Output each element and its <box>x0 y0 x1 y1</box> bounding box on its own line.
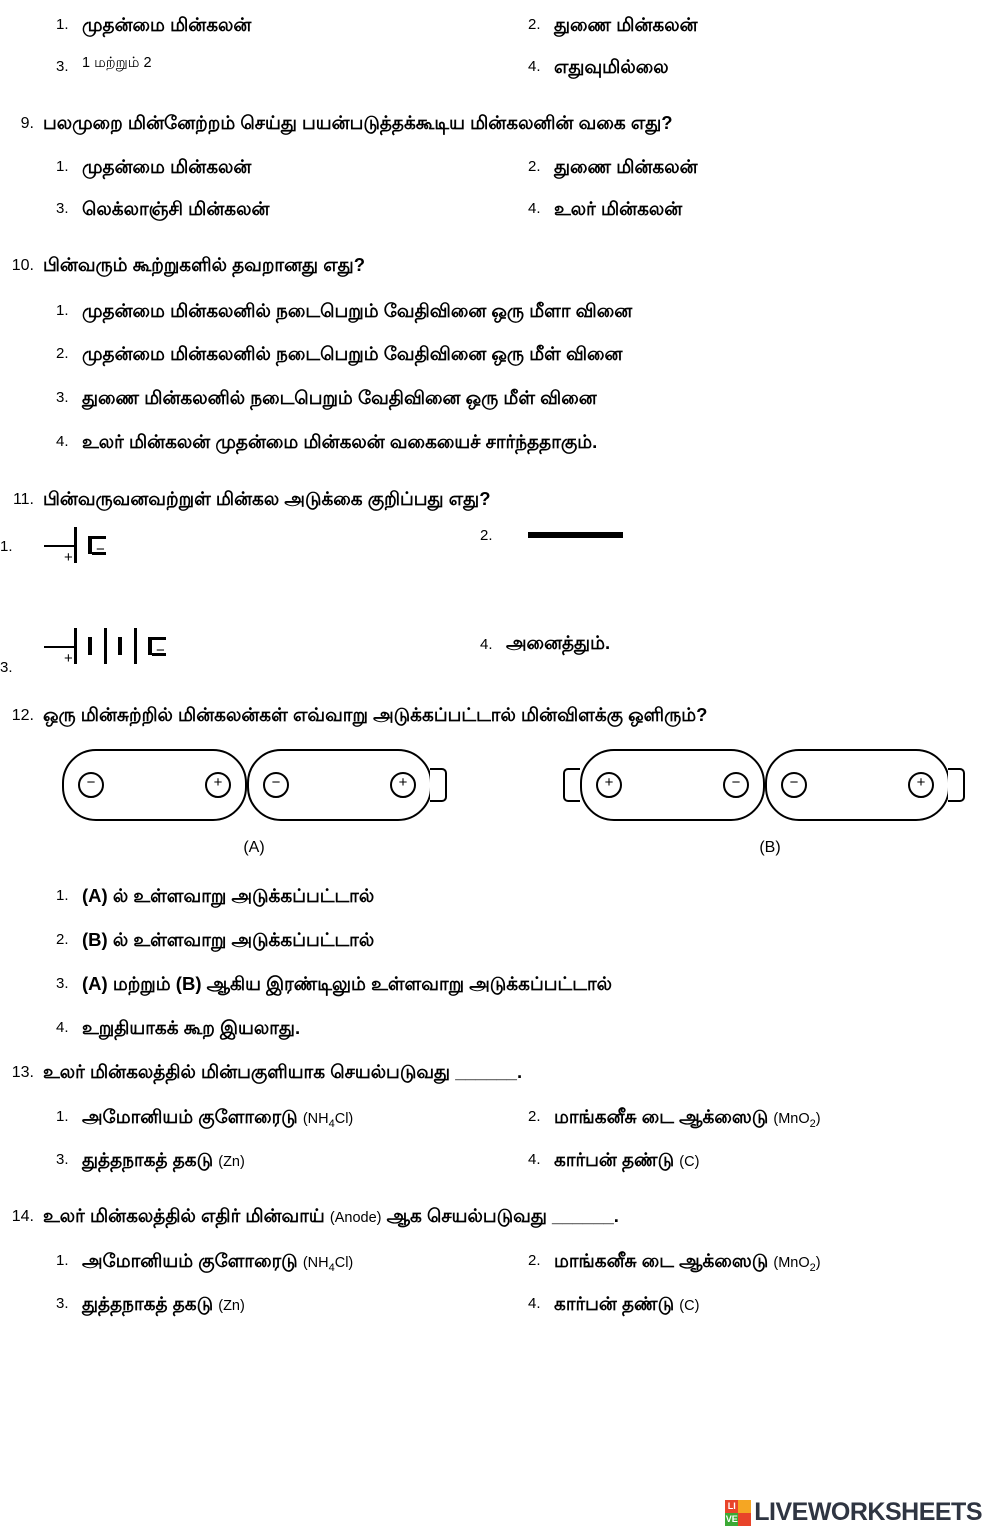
liveworksheets-wordmark: LIVEWORKSHEETS <box>754 1498 982 1526</box>
terminal-minus: − <box>263 772 289 798</box>
option-row[interactable] <box>56 1006 1000 1050</box>
question-text: பின்வருவனவற்றுள் மின்கல அடுக்கை குறிப்பது எது? <box>43 487 491 509</box>
question-9-heading <box>0 110 1000 137</box>
battery-cell <box>580 749 765 821</box>
option-row[interactable] <box>56 420 1000 464</box>
question-number: 14. <box>11 1208 34 1226</box>
option-label: (A) ல் உள்ளவாறு அடுக்கப்பட்டால் <box>82 885 375 907</box>
option-number: 3. <box>56 57 69 75</box>
question-12-heading <box>0 702 1000 729</box>
option-label: முதன்மை மின்கலன் <box>82 14 252 35</box>
option-row[interactable] <box>0 624 186 676</box>
chemical-formula: (C) <box>679 1298 700 1315</box>
question-9 <box>0 110 1000 230</box>
option-number: 2. <box>56 345 69 363</box>
option-number: 4. <box>56 1018 69 1036</box>
question-10-heading <box>0 252 1000 279</box>
battery-nub-icon <box>430 768 447 802</box>
option-row[interactable] <box>56 1096 528 1139</box>
option-number: 4. <box>528 1295 541 1313</box>
question-11 <box>0 486 1000 703</box>
thick-line-icon <box>528 532 623 538</box>
question-number: 12. <box>11 707 34 725</box>
option-label: துத்தநாகத் தகடு (Zn) <box>82 1149 245 1171</box>
anode-term: (Anode) <box>329 1210 382 1227</box>
liveworksheets-logo <box>725 1498 982 1527</box>
option-label: துத்தநாகத் தகடு (Zn) <box>82 1293 245 1315</box>
terminal-plus: + <box>205 772 231 798</box>
q13-option-grid <box>0 1096 1000 1181</box>
question-12 <box>0 702 1000 1049</box>
option-row[interactable] <box>56 1240 528 1283</box>
option-label: உறுதியாகக் கூற இயலாது. <box>82 1016 301 1038</box>
option-row[interactable] <box>56 289 1000 333</box>
option-label: உலர் மின்கலன் <box>554 198 683 220</box>
option-label: முதன்மை மின்கலனில் நடைபெறும் வேதிவினை ஒரு மீள் வினை <box>82 343 623 365</box>
option-number: 4. <box>56 432 69 450</box>
option-row[interactable] <box>0 520 146 572</box>
battery-of-cells-symbol-icon: + − <box>26 624 186 676</box>
option-number: 1. <box>56 16 69 33</box>
option-label: அமோனியம் குளோரைடு $(NH_4Cl)$ <box>82 1106 354 1130</box>
option-number: 1. <box>56 158 69 176</box>
option-number: 3. <box>56 389 69 407</box>
option-row[interactable] <box>56 46 528 88</box>
option-label: துணை மின்கலன் <box>554 14 698 35</box>
option-row[interactable] <box>56 918 1000 962</box>
single-cell-symbol-icon: + − <box>26 520 146 572</box>
option-number: 4. <box>480 635 493 653</box>
q11-symbol-grid <box>0 512 1000 702</box>
option-row[interactable] <box>528 1096 1000 1139</box>
option-row[interactable] <box>56 146 528 188</box>
option-number: 4. <box>528 57 541 75</box>
option-row[interactable] <box>528 4 1000 46</box>
battery-cell <box>62 749 247 821</box>
terminal-minus: − <box>723 772 749 798</box>
option-label: லெக்லாஞ்சி மின்கலன் <box>82 198 270 220</box>
option-label: முதன்மை மின்கலனில் நடைபெறும் வேதிவினை ஒரு மீளா வினை <box>82 299 633 321</box>
option-row[interactable] <box>528 1240 1000 1283</box>
question-text: பலமுறை மின்னேற்றம் செய்து பயன்படுத்தக்கூடிய மின்கலனின் வகை எது? <box>43 111 673 133</box>
option-number: 2. <box>528 16 541 33</box>
option-label: கார்பன் தண்டு (C) <box>554 1293 700 1315</box>
chemical-formula: (MnO$_2$) <box>773 1255 821 1274</box>
question-text: பின்வரும் கூற்றுகளில் தவறானது எது? <box>43 253 365 275</box>
option-row[interactable] <box>56 4 528 46</box>
option-number: 2. <box>528 1108 541 1126</box>
option-number: 3. <box>0 659 13 677</box>
option-label: அமோனியம் குளோரைடு $(NH_4Cl)$ <box>82 1250 354 1274</box>
terminal-minus: − <box>78 772 104 798</box>
option-row[interactable] <box>56 1139 528 1181</box>
badge-ve: VE <box>725 1513 738 1524</box>
chemical-formula: (MnO$_2$) <box>773 1111 821 1130</box>
option-row[interactable] <box>56 874 1000 918</box>
question-number: 10. <box>11 256 34 274</box>
option-label: 1 மற்றும் 2 <box>82 54 152 71</box>
option-label: கார்பன் தண்டு (C) <box>554 1149 700 1171</box>
option-label: முதன்மை மின்கலன் <box>82 156 252 178</box>
option-label: துணை மின்கலன் <box>554 156 698 178</box>
option-number: 1. <box>56 887 69 905</box>
battery-cell <box>765 749 950 821</box>
option-row[interactable] <box>528 1139 1000 1181</box>
question-number: 13. <box>11 1064 34 1082</box>
battery-nub-icon <box>563 768 580 802</box>
question-13-heading <box>0 1059 1000 1086</box>
q9-option-grid <box>0 146 1000 230</box>
option-number: 2. <box>528 1252 541 1270</box>
chemical-formula: $(NH_4Cl)$ <box>302 1255 354 1274</box>
option-label: அனைத்தும். <box>506 632 611 654</box>
option-number: 2. <box>480 526 493 544</box>
option-row[interactable] <box>528 146 1000 188</box>
option-row[interactable] <box>56 376 1000 420</box>
chemical-formula: $(NH_4Cl)$ <box>302 1111 354 1130</box>
option-label: துணை மின்கலனில் நடைபெறும் வேதிவினை ஒரு மீள் வினை <box>82 387 597 409</box>
terminal-plus: + <box>596 772 622 798</box>
question-10 <box>0 252 1000 464</box>
battery-nub-icon <box>948 768 965 802</box>
option-number: 2. <box>528 158 541 176</box>
option-row[interactable] <box>528 46 1000 88</box>
option-row[interactable] <box>56 1283 528 1325</box>
q10-option-list <box>0 289 1000 464</box>
option-label: மாங்கனீசு டை ஆக்ஸைடு (MnO$_2$) <box>554 1106 821 1130</box>
option-label: உலர் மின்கலன் முதன்மை மின்கலன் வகையைச் சார்ந்ததாகும். <box>82 430 598 452</box>
terminal-minus: − <box>781 772 807 798</box>
question-text: உலர் மின்கலத்தில் எதிர் மின்வாய் (Anode) ஆக செயல்படுவது ______. <box>43 1205 619 1227</box>
chemical-formula: (Zn) <box>218 1298 245 1315</box>
option-number: 3. <box>56 200 69 218</box>
option-row[interactable] <box>528 1283 1000 1325</box>
chemical-formula: (Zn) <box>218 1154 245 1171</box>
battery-cell <box>247 749 432 821</box>
chemical-formula: (C) <box>679 1154 700 1171</box>
terminal-plus: + <box>390 772 416 798</box>
option-label: மாங்கனீசு டை ஆக்ஸைடு (MnO$_2$) <box>554 1250 821 1274</box>
question-text: ஒரு மின்சுற்றில் மின்கலன்கள் எவ்வாறு அடுக்கப்பட்டால் மின்விளக்கு ஒளிரும்? <box>43 704 708 726</box>
question-11-heading <box>0 486 1000 513</box>
option-number: 4. <box>528 1151 541 1169</box>
q8-option-grid <box>0 4 1000 88</box>
option-number: 3. <box>56 1151 69 1169</box>
option-number: 2. <box>56 931 69 948</box>
option-number: 1. <box>0 537 13 555</box>
option-row[interactable] <box>528 188 1000 230</box>
option-row[interactable] <box>480 632 610 656</box>
option-number: 1. <box>56 301 69 319</box>
option-number: 4. <box>528 200 541 218</box>
option-row[interactable] <box>480 520 636 550</box>
option-label: (A) மற்றும் (B) ஆகிய இரண்டிலும் உள்ளவாறு அடுக்கப்பட்டால் <box>82 972 612 994</box>
liveworksheets-badge-icon <box>725 1500 751 1526</box>
option-label: (B) ல் உள்ளவாறு அடுக்கப்பட்டால் <box>82 929 375 950</box>
badge-square-red <box>738 1513 751 1526</box>
option-label: எதுவுமில்லை <box>554 55 669 77</box>
option-number: 3. <box>56 974 69 992</box>
option-row[interactable] <box>56 188 528 230</box>
option-number: 1. <box>56 1108 69 1126</box>
question-8-options <box>0 0 1000 88</box>
q12-option-list <box>0 874 1000 1049</box>
diagram-caption: (B) <box>759 839 781 857</box>
terminal-plus: + <box>908 772 934 798</box>
option-row[interactable] <box>56 962 1000 1006</box>
badge-square-orange <box>738 1500 751 1513</box>
option-row[interactable] <box>56 332 1000 376</box>
question-text: உலர் மின்கலத்தில் மின்பகுளியாக செயல்படுவது ______. <box>43 1061 523 1083</box>
question-14-heading <box>0 1203 1000 1230</box>
question-14 <box>0 1203 1000 1325</box>
q12-battery-diagram <box>0 739 1000 874</box>
option-number: 1. <box>56 1252 69 1270</box>
question-13 <box>0 1059 1000 1181</box>
q14-option-grid <box>0 1240 1000 1325</box>
question-number: 11. <box>12 490 34 508</box>
option-number: 3. <box>56 1295 69 1313</box>
question-number: 9. <box>20 114 34 132</box>
diagram-caption: (A) <box>243 839 265 857</box>
badge-li: LI <box>725 1500 738 1513</box>
